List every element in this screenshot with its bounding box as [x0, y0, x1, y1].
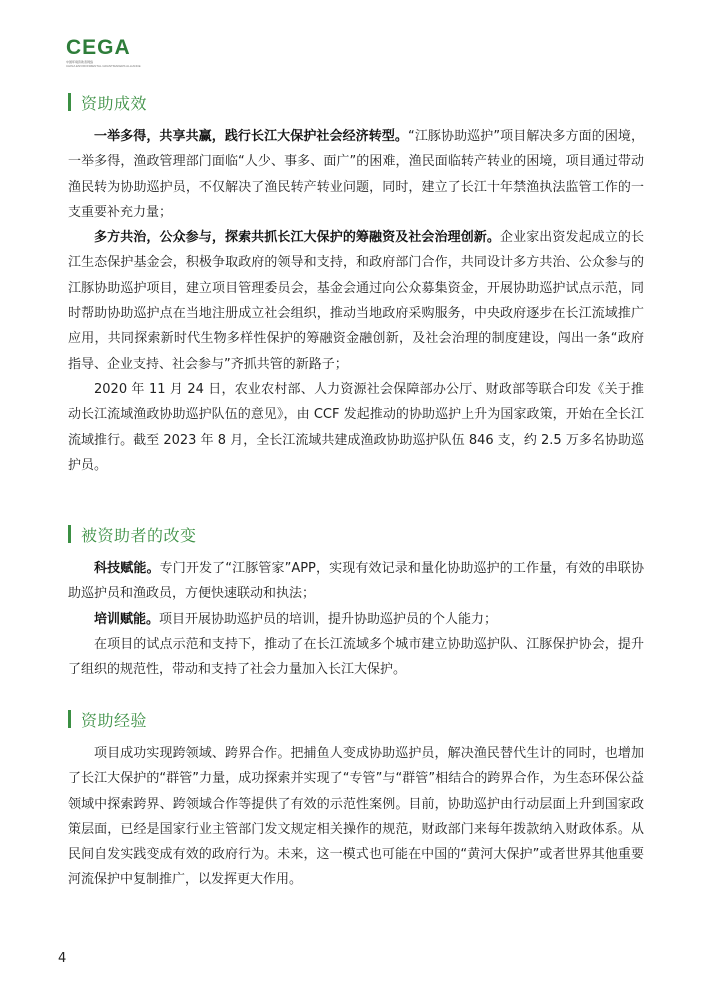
section-heading-bar	[68, 525, 71, 543]
paragraph-lead: 培训赋能。	[94, 611, 160, 627]
paragraph	[68, 556, 644, 607]
cega-logo	[66, 36, 141, 68]
paragraph	[68, 607, 644, 632]
section-funding-results	[68, 91, 644, 478]
section-grantee-changes	[68, 523, 644, 682]
logo-text: CEGA	[66, 36, 131, 59]
paragraph-text: 项目开展协助巡护员的培训，提升协助巡护员的个人能力；	[159, 611, 498, 627]
logo-subtitle: 中国环境资助者网络	[66, 60, 94, 64]
section-heading-bar	[68, 710, 71, 728]
paragraph-text: 在项目的试点示范和支持下，推动了在长江流域多个城市建立协助巡护队、江豚保护协会，提升了组织的规范性，带动和支持了社会力量加入长江大保护。	[68, 636, 644, 678]
paragraph	[68, 124, 644, 225]
paragraph-lead: 科技赋能。	[94, 561, 160, 576]
paragraph	[68, 377, 644, 478]
paragraph	[68, 225, 644, 377]
section-heading	[68, 708, 644, 730]
paragraph-text: “江豚协助巡护”项目解决多方面的困境，一举多得，渔政管理部门面临“人少、事多、面广”的困难，渔民面临转产转业的困境，项目通过带动渔民转为协助巡护员，不仅解决了渔民转产转业问题，同时，建立了长江十年禁渔执法监管工作的一支重要补充力量；	[68, 129, 644, 220]
section-funding-experience	[68, 708, 644, 893]
section-heading	[68, 91, 644, 113]
page-number: 4	[58, 951, 67, 966]
section-title: 资助成效	[81, 93, 148, 113]
paragraph	[68, 741, 644, 893]
paragraph-text: 项目成功实现跨领域、跨界合作。把捕鱼人变成协助巡护员，解决渔民替代生计的同时，也增加了长江大保护的“群管”力量，成功探索并实现了“专管”与“群管”相结合的跨界合作，为生态环保公益领域中探索跨界、跨领域合作等提供了有效的示范性案例。目前，协助巡护由行动层面上升到国家政策层面，已经是国家行业主管部门发文规定相关操作的规范，财政部门来每年拨款纳入财政体系。从民间自发实践变成有效的政府行为。未来，这一模式也可能在中国的“黄河大保护”或者世界其他重要河流保护中复制推广，以发挥更大作用。	[68, 746, 644, 888]
paragraph	[68, 632, 644, 683]
logo-subtitle-en: CHINA ENVIRONMENTAL GRANTMAKERS ALLIANCE	[66, 64, 141, 68]
paragraph-lead: 多方共治，公众参与，探索共抓长江大保护的筹融资及社会治理创新。	[94, 230, 501, 246]
section-heading-bar	[68, 93, 71, 111]
section-heading	[68, 523, 644, 545]
paragraph-text: 企业家出资发起成立的长江生态保护基金会，积极争取政府的领导和支持，和政府部门合作，共同设计多方共治、公众参与的江豚协助巡护项目，建立项目管理委员会，基金会通过向公众募集资金，开展协助巡护试点示范，同时帮助协助巡护点在当地注册成立社会组织，推动当地政府采购服务，中央政府逐步在长江流域推广应用，共同探索新时代生物多样性保护的筹融资金融创新，及社会治理的制度建设，闯出一条“政府指导、企业支持、社会参与”齐抓共管的新路子；	[68, 230, 644, 372]
paragraph-text: 专门开发了“江豚管家”APP，实现有效记录和量化协助巡护的工作量，有效的串联协助巡护员和渔政员，方便快速联动和执法；	[68, 561, 644, 602]
section-title: 资助经验	[81, 710, 148, 730]
paragraph-lead: 一举多得，共享共赢，践行长江大保护社会经济转型。	[94, 129, 409, 144]
section-title: 被资助者的改变	[81, 525, 197, 545]
paragraph-text: 2020 年 11 月 24 日，农业农村部、人力资源社会保障部办公厅、财政部等联合印发《关于推动长江流域渔政协助巡护队伍的意见》，由 CCF 发起推动的协助巡护上升为国家政策，开始在全长江流域推行。截至 2023 年 8 月，全长江流域共建成渔政协助巡护队伍 846 支，约 2.5 万多名协助巡护员。	[68, 381, 644, 473]
